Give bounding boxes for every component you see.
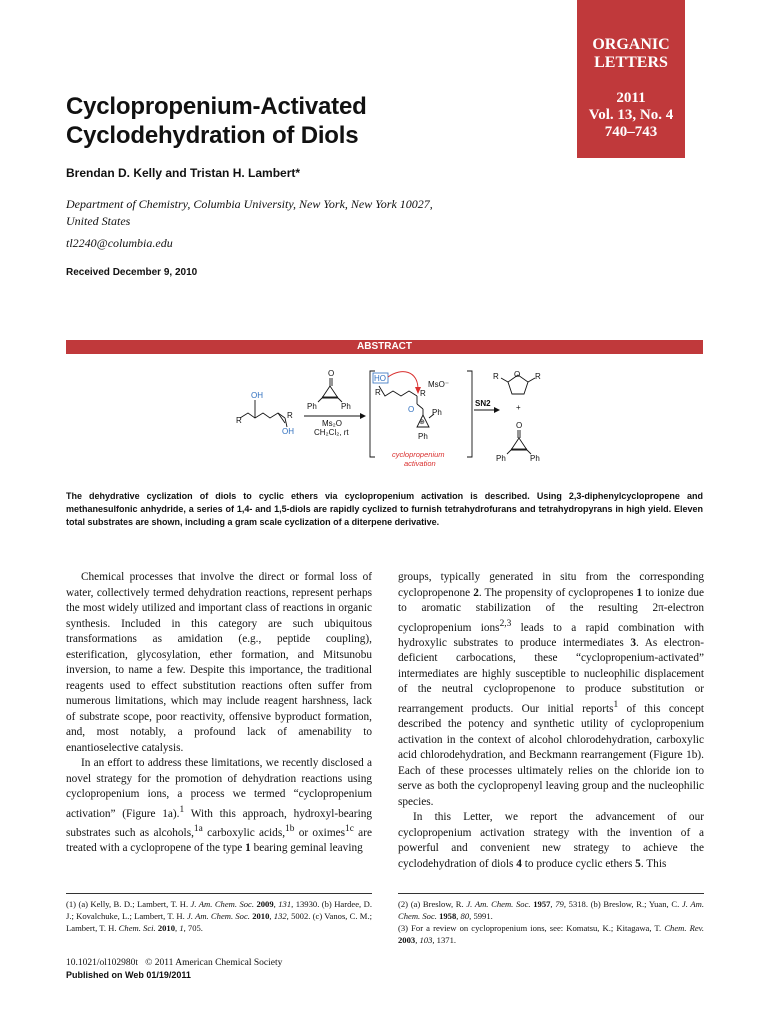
reaction-arrowhead [360, 413, 366, 419]
caption-line1: cyclopropenium [392, 450, 445, 459]
reagent-ms2o: Ms₂O [322, 419, 342, 428]
text-span: are treated with a cyclopropene of the type [66, 826, 372, 855]
diol-r-right: R [287, 411, 293, 420]
body-column-right [398, 570, 704, 872]
byproduct-cyclopropenone [507, 430, 531, 454]
intermediate-o: O [408, 405, 415, 414]
text-span: to produce cyclic ethers [521, 857, 636, 870]
received-date: Received December 9, 2010 [66, 267, 198, 278]
affiliation [66, 196, 526, 230]
title-line2: Cyclodehydration of Diols [66, 122, 359, 149]
compound-number: 4 [516, 857, 522, 870]
byproduct-ph1: Ph [496, 454, 506, 463]
journal-name [577, 36, 685, 72]
compound-number: 1 [636, 586, 643, 599]
product-r1: R [493, 372, 499, 381]
byproduct-ph2: Ph [530, 454, 540, 463]
compound-number: 1 [245, 842, 251, 855]
intermediate-r1: R [375, 388, 381, 397]
footnotes-left [66, 893, 372, 934]
text-span: In an effort to address these limitations, we recently disclosed a novel strategy for the promotion of dehydration reactions using cyclopropenium ions, a process we termed “cyclopropenium activation” (Figure 1a). [66, 757, 372, 820]
intermediate-mso: MsO⁻ [428, 380, 450, 389]
product-r2: R [535, 372, 541, 381]
text-span: to ionize due to aromatic stabilization of the resulting 2π-electron cyclopropenium ions [398, 586, 705, 634]
product-plus: + [516, 403, 521, 412]
bracket-right [467, 371, 472, 457]
byproduct-o: O [516, 421, 523, 430]
text-span: In this Letter, we report the advancement of our cyclopropenium activation strategy with the invention of a powerful and convenient new strategy to achieve the cyclodehydration of diols [398, 811, 704, 870]
compound-number: 5 [635, 857, 641, 870]
reagent-ph-left: Ph [307, 402, 317, 411]
affiliation-line2: United States [66, 214, 131, 228]
footnotes-right [398, 893, 704, 946]
body-paragraph [398, 810, 704, 872]
diol-oh-top: OH [251, 391, 263, 400]
text-span: of this concept described the potency and synthetic utility of cyclopropenium activation in the context of alcohol chlorodehydration, carboxylic acid chlorodehydration, and Beckmann rearrangement (Figure 1b). Each of these processes ultimately relies on the chloride ion to serve as both the cyclopropenyl leaving group and the nucleophilic species. [398, 702, 704, 808]
abstract-heading: ABSTRACT [66, 340, 703, 354]
title-line1: Cyclopropenium-Activated [66, 93, 367, 120]
diol-r-left: R [236, 416, 242, 425]
author-email[interactable]: tl2240@columbia.edu [66, 236, 173, 250]
intermediate-ho: HO [374, 374, 386, 383]
diol-oh-bottom: OH [282, 427, 294, 436]
sn2-arrowhead [494, 407, 500, 413]
caption-line2: activation [404, 459, 436, 468]
citation-sup: 1b [285, 823, 295, 834]
bracket-left [370, 371, 375, 457]
authors: Brendan D. Kelly and Tristan H. Lambert* [66, 166, 301, 180]
body-paragraph [66, 756, 372, 857]
intermediate-ph1: Ph [432, 408, 442, 417]
citation-sup: 1c [345, 823, 354, 834]
text-span: carboxylic acids, [202, 826, 286, 839]
compound-number: 2 [473, 586, 479, 599]
body-paragraph: Chemical processes that involve the direct or formal loss of water, collectively termed dehydration reactions, represent perhaps the most widely utilized and important class of reactions in organic synthesis. Included in this category are such ubiquitous transformations as amidation (e.g., peptide coupling), esterification, glycosylation, ether formation, and Mitsunobu inversion, to name a few. Despite this importance, the traditional reagents used to effect substitution reactions often suffer from numerous limitations, which may include reagent harshness, lack of substrate scope, poor reactivity, offensive byproduct formation, and, most notably, a profound lack of amenability to enantioselective catalysis. [66, 571, 372, 754]
product-o: O [514, 370, 521, 379]
text-span: leads to a rapid combination with hydroxylic substrates to produce intermediates [398, 621, 704, 649]
footnote-2: (2) (a) Breslow, R. J. Am. Chem. Soc. 1957, 79, 5318. (b) Breslow, R.; Yuan, C. J. Am. Chem. Soc. 1958, 80, 5991. [398, 899, 704, 921]
text-span: . The propensity of cyclopropenes [478, 586, 637, 599]
reagent-solvent: CH₂Cl₂, rt [314, 428, 349, 437]
sn2-label: SN2 [475, 399, 491, 408]
copyright: © 2011 American Chemical Society [145, 958, 283, 968]
published-date: Published on Web 01/19/2011 [66, 970, 191, 980]
text-span: groups, typically generated in situ from the corresponding cyclopropenone [398, 571, 704, 599]
citation-sup: 1 [179, 804, 185, 815]
journal-name-line2: LETTERS [594, 54, 668, 71]
text-span: With this approach, hydroxyl-bearing substrates such as alcohols, [66, 807, 373, 839]
text-span: . As electron-deficient carbocations, these “cyclopropenium-activated” intermediates are highly susceptible to nucleophilic displacement of the neutral cyclopropenone to produce substitution or rearrangement products. Our initial reports [398, 636, 704, 715]
compound-number: 3 [630, 636, 636, 649]
citation-sup: 1a [193, 823, 203, 834]
doi-line [66, 958, 282, 968]
journal-name-line1: ORGANIC [592, 36, 670, 53]
citation-sup: 2,3 [499, 618, 512, 629]
curved-arrow [388, 372, 418, 389]
article-title [66, 92, 546, 150]
text-span: . This [640, 857, 667, 870]
citation-sup: 1 [613, 699, 619, 710]
journal-pages: 740–743 [604, 124, 658, 140]
body-paragraph [398, 570, 704, 810]
diol-structure [240, 400, 287, 427]
journal-volume-info [577, 90, 685, 141]
footnote-3: (3) For a review on cyclopropenium ions, see: Komatsu, K.; Kitagawa, T. Chem. Rev. 2003, 103, 1371. [398, 923, 705, 945]
body-column-left [66, 570, 372, 857]
intermediate-r2: R [420, 389, 426, 398]
plus-charge: ⊕ [419, 419, 425, 426]
reagent-ph-right: Ph [341, 402, 351, 411]
intermediate-ph2: Ph [418, 432, 428, 441]
cyclopropenone-reagent [318, 378, 342, 402]
journal-volume: Vol. 13, No. 4 [588, 107, 674, 123]
journal-year: 2011 [616, 90, 646, 106]
reagent-ketone-o: O [328, 369, 335, 378]
footnote-1: (1) (a) Kelly, B. D.; Lambert, T. H. J. Am. Chem. Soc. 2009, 131, 13930. (b) Hardee, D. J.; Kovalchuke, L.; Lambert, T. H. J. Am. Chem. Soc. 2010, 132, 5002. (c) Vanos, C. M.; Lambert, T. H. Chem. Sci. 2010, 1, 705. [66, 899, 372, 933]
doi[interactable]: 10.1021/ol102980t [66, 958, 139, 968]
affiliation-line1: Department of Chemistry, Columbia University, New York, New York 10027, [66, 197, 433, 211]
journal-info-box [577, 0, 685, 158]
text-span: or oximes [294, 826, 346, 839]
text-span: bearing geminal leaving [250, 842, 363, 855]
abstract-text: The dehydrative cyclization of diols to cyclic ethers via cyclopropenium activation is described. Using 2,3-diphenylcyclopropene and methanesulfonic anhydride, a series of 1,4- and 1,5-diols are rapidly cyclized to furnish tetrahydrofurans and tetrahydropyrans in high yield. Eleven total substrates are shown, including a gram scale cyclization of a diterpene derivative. [66, 491, 703, 527]
abstract-graphic [236, 365, 556, 477]
